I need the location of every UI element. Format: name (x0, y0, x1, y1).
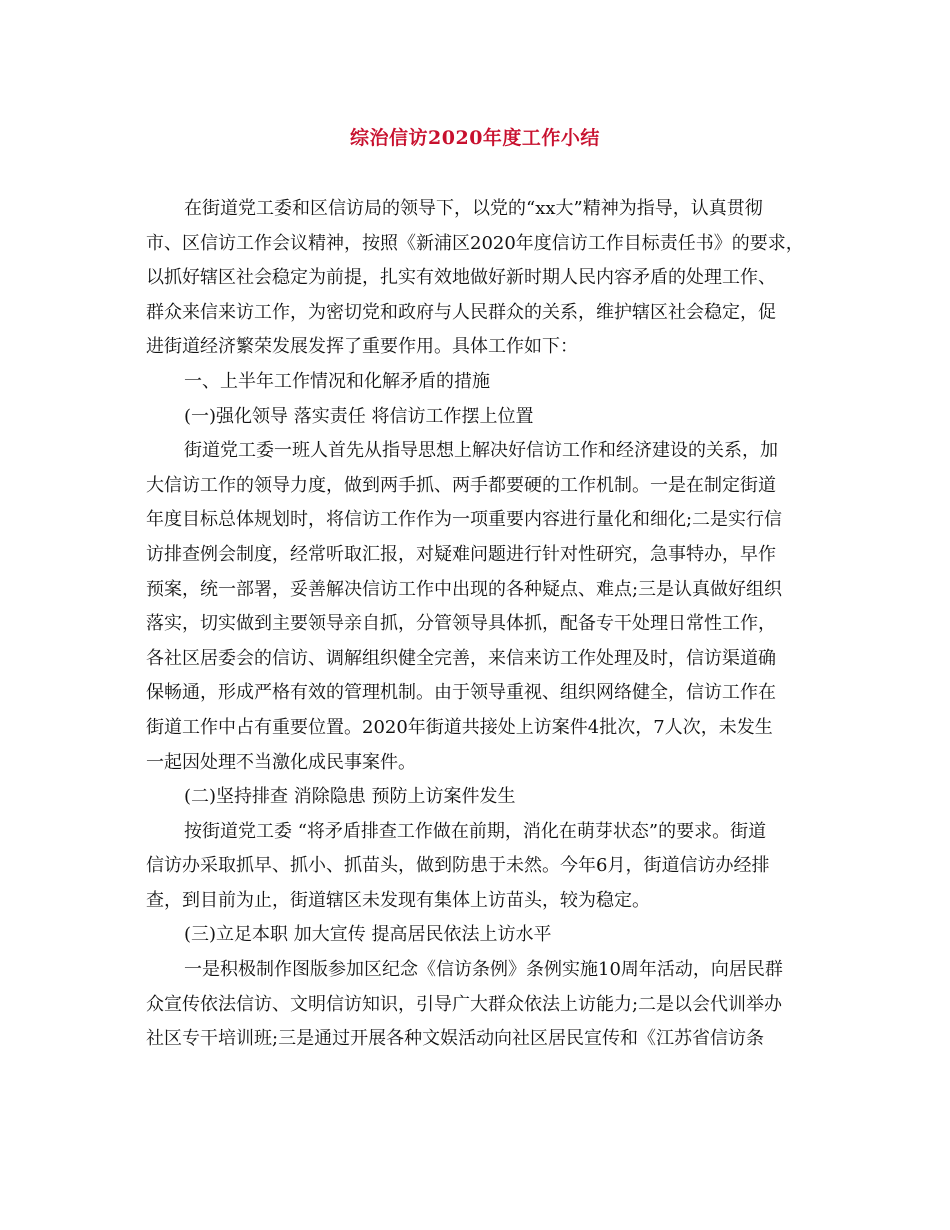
text-line: 访排查例会制度，经常听取汇报，对疑难问题进行针对性研究，急事特办，早作 (146, 543, 776, 565)
text-line: 众宣传依法信访、文明信访知识，引导广大群众依法上访能力;二是以会代训举办 (146, 993, 783, 1015)
text-line: 查，到目前为止，街道辖区未发现有集体上访苗头，较为稳定。 (146, 889, 650, 911)
text-line: (一)强化领导 落实责任 将信访工作摆上位置 (184, 405, 534, 427)
text-line: 信访办采取抓早、抓小、抓苗头，做到防患于未然。今年6月，街道信访办经排 (146, 855, 770, 877)
text-line: 年度目标总体规划时，将信访工作作为一项重要内容进行量化和细化;二是实行信 (146, 509, 783, 531)
text-line: 一是积极制作图版参加区纪念《信访条例》条例实施10周年活动，向居民群 (184, 959, 783, 981)
text-line: 各社区居委会的信访、调解组织健全完善，来信来访工作处理及时，信访渠道确 (146, 647, 776, 669)
text-line: 一、上半年工作情况和化解矛盾的措施 (184, 370, 490, 392)
text-line: 以抓好辖区社会稳定为前提，扎实有效地做好新时期人民内容矛盾的处理工作、 (146, 267, 776, 289)
text-line: 预案，统一部署，妥善解决信访工作中出现的各种疑点、难点;三是认真做好组织 (146, 578, 783, 600)
text-line: 街道党工委一班人首先从指导思想上解决好信访工作和经济建设的关系，加 (184, 440, 778, 462)
document-body (146, 192, 816, 1057)
text-line: 按街道党工委 “将矛盾排查工作做在前期，消化在萌芽状态”的要求。街道 (184, 820, 767, 842)
text-line: 群众来信来访工作，为密切党和政府与人民群众的关系，维护辖区社会稳定，促 (146, 301, 776, 323)
text-line: 市、区信访工作会议精神，按照《新浦区2020年度信访工作目标责任书》的要求， (146, 232, 804, 254)
text-line: 大信访工作的领导力度，做到两手抓、两手都要硬的工作机制。一是在制定街道 (146, 474, 776, 496)
text-line: (二)坚持排查 消除隐患 预防上访案件发生 (184, 786, 516, 808)
text-line: 社区专干培训班;三是通过开展各种文娱活动向社区居民宣传和《江苏省信访条 (146, 1028, 765, 1050)
text-line: 在街道党工委和区信访局的领导下，以党的“xx大”精神为指导，认真贯彻 (184, 198, 763, 219)
text-line: 保畅通，形成严格有效的管理机制。由于领导重视、组织网络健全，信访工作在 (146, 682, 776, 704)
text-line: 落实，切实做到主要领导亲自抓，分管领导具体抓，配备专干处理日常性工作， (146, 613, 776, 635)
text-line: 街道工作中占有重要位置。2020年街道共接处上访案件4批次，7人次，未发生 (146, 716, 773, 738)
document-title: 综治信访2020年度工作小结 (350, 127, 600, 149)
text-line: 一起因处理不当激化成民事案件。 (146, 751, 416, 773)
text-line: 进街道经济繁荣发展发挥了重要作用。具体工作如下： (146, 336, 578, 358)
text-line: (三)立足本职 加大宣传 提高居民依法上访水平 (184, 924, 552, 946)
